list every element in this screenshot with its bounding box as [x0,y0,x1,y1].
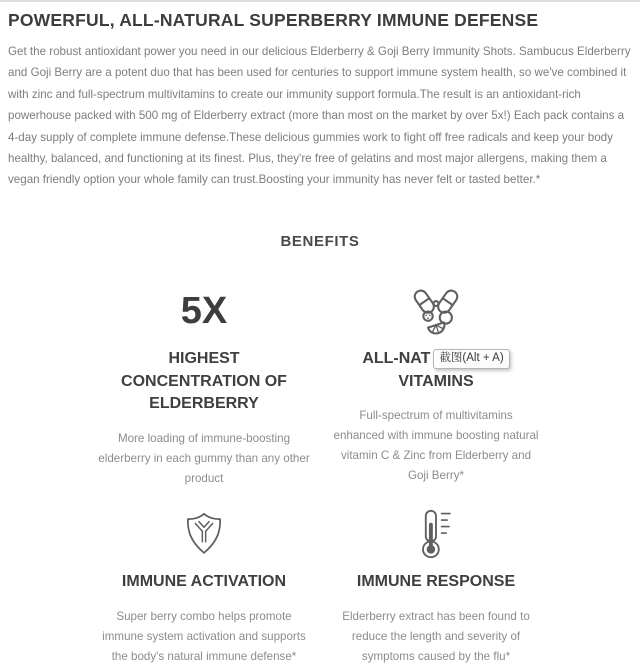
benefit-icon-area [181,505,227,563]
benefit-description-concentration: More loading of immune-boosting elderberry in each gummy than any other product [98,432,310,485]
screenshot-tooltip: 截图(Alt + A) [433,349,509,369]
section-title: POWERFUL, ALL-NATURAL SUPERBERRY IMMUNE DEFENSE [8,10,539,30]
benefit-card-vitamins [320,282,552,489]
benefit-description-vitamins: Full-spectrum of multivitamins enhanced with immune boosting natural vitamin C & Zinc from Elderberry and Goji Berry* [333,409,539,483]
shield-antibody-icon [181,510,227,558]
benefit-card-immune-response [320,505,552,667]
vitamins-title-line2: VITAMINS [398,372,474,390]
five-x-stat: 5X [180,289,228,332]
benefits-grid [8,282,632,667]
benefit-card-immune-activation [88,505,320,667]
benefit-description-immune-response: Elderberry extract has been found to reduce the length and severity of symptoms caused by the flu* [342,609,530,663]
vitamins-title-line1 [362,348,509,371]
benefit-stat-area [181,282,227,340]
benefit-description-immune-activation: Super berry combo helps promote immune system activation and supports the body's natural immune defense* [102,609,306,663]
vitamins-title-text: ALL-NAT [362,349,431,367]
pills-and-citrus-icon [407,283,465,339]
benefit-title-immune-response: IMMUNE RESPONSE [356,573,516,590]
benefit-icon-area [414,505,458,563]
benefits-heading: BENEFITS [280,232,360,250]
product-description: Get the robust antioxidant power you need in our delicious Elderberry & Goji Berry Immunity Shots. Sambucus Elderberry and Goji Berry are a potent duo that has been used for centuries to support immune system health, so we've combined it with zinc and full-spectrum multivitamins to create our immunity support formula.The result is an antioxidant-rich powerhouse packed with 500 mg of Elderberry extract (more than most on the market by over 5x!) Each pack contains a 4-day supply of complete immune defense.These delicious gummies work to fight off free radicals and keep your body healthy, balanced, and functioning at its finest. Plus, they're free of gelatins and most major allergens, making them a vegan friendly option your whole family can trust.Boosting your immunity has never felt or tasted better.* [8,45,631,187]
benefit-card-elderberry-concentration [88,282,320,489]
thermometer-icon [414,508,458,560]
benefit-title-concentration: HIGHEST CONCENTRATION OF ELDERBERRY [121,349,287,413]
benefit-title-immune-activation: IMMUNE ACTIVATION [121,573,287,590]
benefit-icon-area [407,282,465,340]
benefit-title-vitamins [362,348,509,393]
